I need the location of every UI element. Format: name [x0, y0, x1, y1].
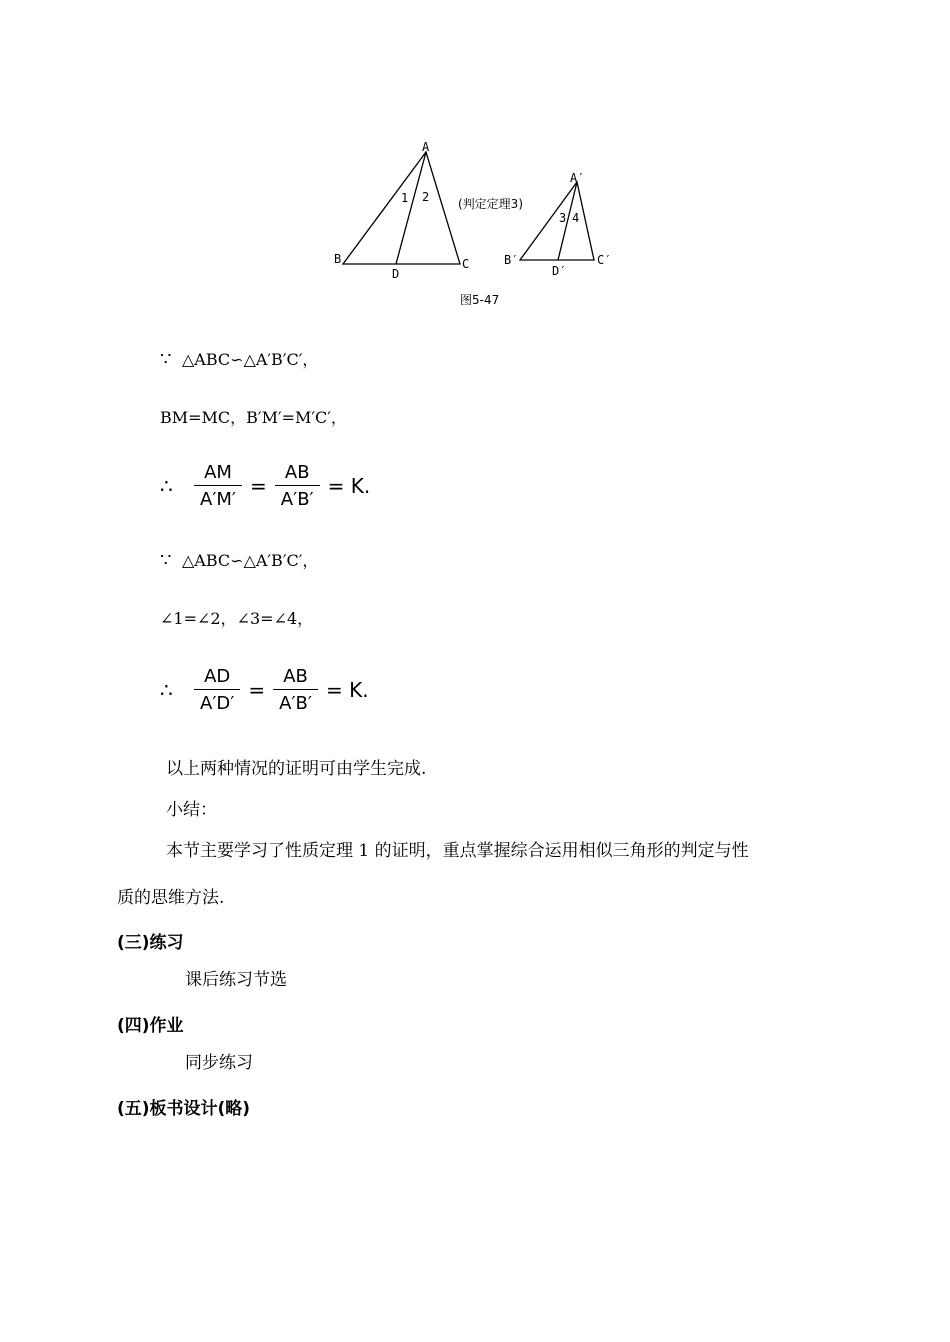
label-d: D: [392, 267, 400, 281]
equals-k: = K.: [327, 474, 371, 498]
section-body-practice: 课后练习节选: [185, 970, 287, 990]
section-heading-homework: (四)作业: [117, 1016, 184, 1036]
paragraph-summary-line-1: 本节主要学习了性质定理 1 的证明，重点掌握综合运用相似三角形的判定与性: [166, 841, 749, 861]
paragraph-summary-line-2: 质的思维方法.: [117, 888, 225, 908]
therefore-symbol: ∴: [160, 474, 173, 498]
triangle-abc-prime: [520, 182, 594, 260]
paragraph-proof-note: 以上两种情况的证明可由学生完成.: [166, 759, 427, 779]
ratio-equation-2: ∴ $\frac{AD}{A'D'}$ = $\frac{AB}{A'B'}$ = K.: [160, 666, 369, 714]
figure-caption: 图5-47: [460, 293, 500, 307]
theorem-annotation: (判定定理3): [458, 197, 523, 211]
therefore-symbol: ∴: [160, 678, 173, 702]
similarity-statement-1: △ABC∽△A′B′C′，: [182, 350, 319, 369]
fraction-ab: $\frac{AB}{A'B'}$: [275, 462, 320, 510]
label-angle-3: 3: [559, 211, 567, 225]
section-heading-board-design: (五)板书设计(略): [117, 1099, 251, 1119]
label-b-prime: B′: [504, 253, 519, 267]
fraction-am: $\frac{AM}{A'M'}$: [194, 462, 242, 510]
section-body-homework: 同步练习: [185, 1053, 253, 1073]
label-a-prime: A′: [570, 171, 585, 185]
label-b: B: [334, 252, 342, 266]
label-angle-2: 2: [422, 190, 430, 204]
label-c-prime: C′: [597, 253, 612, 267]
proof-line-4: ∠1=∠2，∠3=∠4，: [160, 609, 314, 628]
because-symbol: ∵: [160, 349, 172, 370]
ratio-equation-1: ∴ $\frac{AM}{A'M'}$ = $\frac{AB}{A'B'}$ = K.: [160, 462, 371, 510]
similar-triangles-diagram: [330, 138, 630, 313]
triangle-figure: [330, 138, 630, 313]
equals-k: = K.: [325, 678, 369, 702]
segment-ad: [396, 152, 426, 264]
because-symbol: ∵: [160, 550, 172, 571]
fraction-ab: $\frac{AB}{A'B'}$: [273, 666, 318, 714]
proof-line-1: [160, 350, 318, 370]
label-d-prime: D′: [552, 264, 567, 278]
proof-line-2: BM=MC，B′M′=M′C′，: [160, 408, 347, 427]
label-angle-1: 1: [401, 191, 409, 205]
similarity-statement-2: △ABC∽△A′B′C′，: [182, 551, 319, 570]
section-heading-practice: (三)练习: [117, 933, 184, 953]
fraction-ad: $\frac{AD}{A'D'}$: [194, 666, 240, 714]
label-a: A: [422, 140, 430, 154]
proof-line-3: [160, 551, 318, 571]
label-angle-4: 4: [572, 211, 580, 225]
label-c: C: [462, 257, 470, 271]
paragraph-summary-label: 小结：: [166, 800, 217, 820]
triangle-abc: [343, 152, 460, 264]
